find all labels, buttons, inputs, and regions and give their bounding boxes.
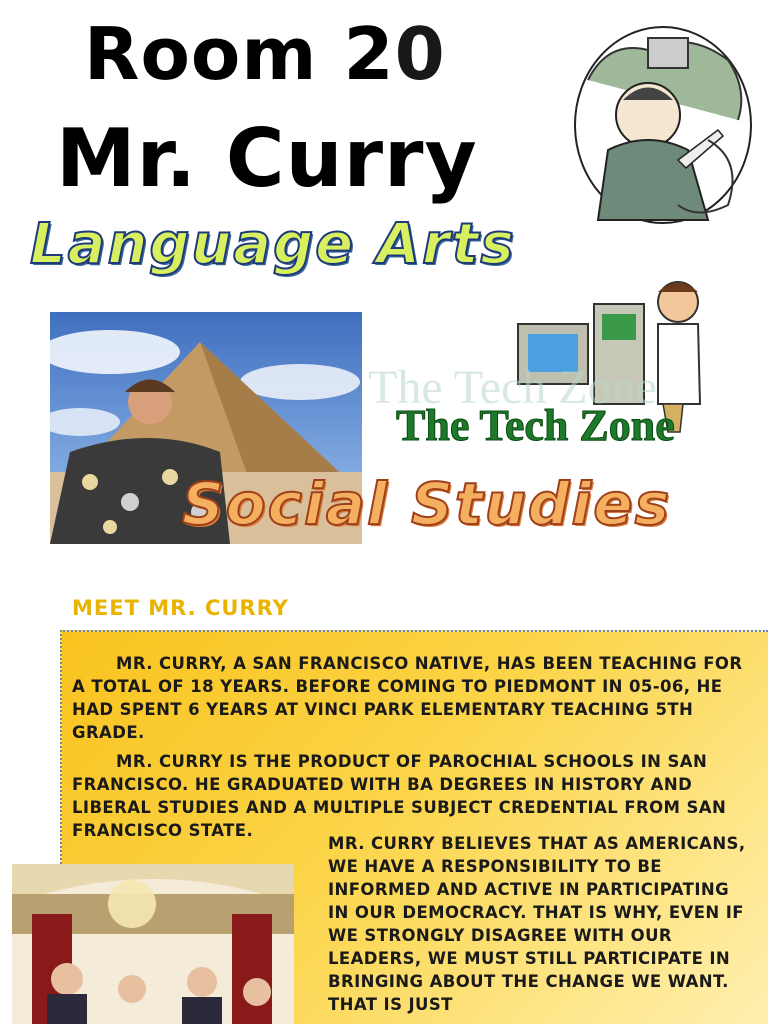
tech-zone-shadow-text: The Tech Zone xyxy=(368,361,657,414)
page-title-teacher: Mr. Curry xyxy=(56,112,478,205)
social-studies-banner: Social Studies xyxy=(182,470,672,538)
shakespeare-clipart-icon xyxy=(568,20,758,230)
white-house-photo xyxy=(12,864,294,1024)
bio-paragraph-1: MR. CURRY, A SAN FRANCISCO NATIVE, HAS BEEN TEACHING FOR A TOTAL OF 18 YEARS. BEFORE COMING TO PIEDMONT IN 05-06, HE HAD SPENT 6 YEARS AT VINCI PARK ELEMENTARY TEACHING 5TH GRADE. xyxy=(72,654,743,742)
page-title-room xyxy=(84,12,446,96)
bio-paragraph-3: MR. CURRY BELIEVES THAT AS AMERICANS, WE HAVE A RESPONSIBILITY TO BE INFORMED AND ACTIVE IN PARTICIPATING IN OUR DEMOCRACY. THAT IS WHY, EVEN IF WE STRONGLY DISAGREE WITH OUR LEADERS, WE MUST STILL PARTICIPATE IN BRINGING ABOUT THE CHANGE WE WANT. THAT IS JUST xyxy=(328,834,746,1014)
bio-paragraph-2: MR. CURRY IS THE PRODUCT OF PAROCHIAL SCHOOLS IN SAN FRANCISCO. HE GRADUATED WITH BA DEGREES IN HISTORY AND LIBERAL STUDIES AND A MULTIPLE SUBJECT CREDENTIAL FROM SAN FRANCISCO STATE. xyxy=(72,752,727,840)
tech-zone-title: The Tech Zone xyxy=(396,401,675,450)
room-label: Room 2 xyxy=(84,12,395,96)
room-number-partial: 0 xyxy=(394,12,446,96)
language-arts-banner: Language Arts xyxy=(30,212,516,277)
meet-heading: MEET MR. CURRY xyxy=(72,596,289,620)
